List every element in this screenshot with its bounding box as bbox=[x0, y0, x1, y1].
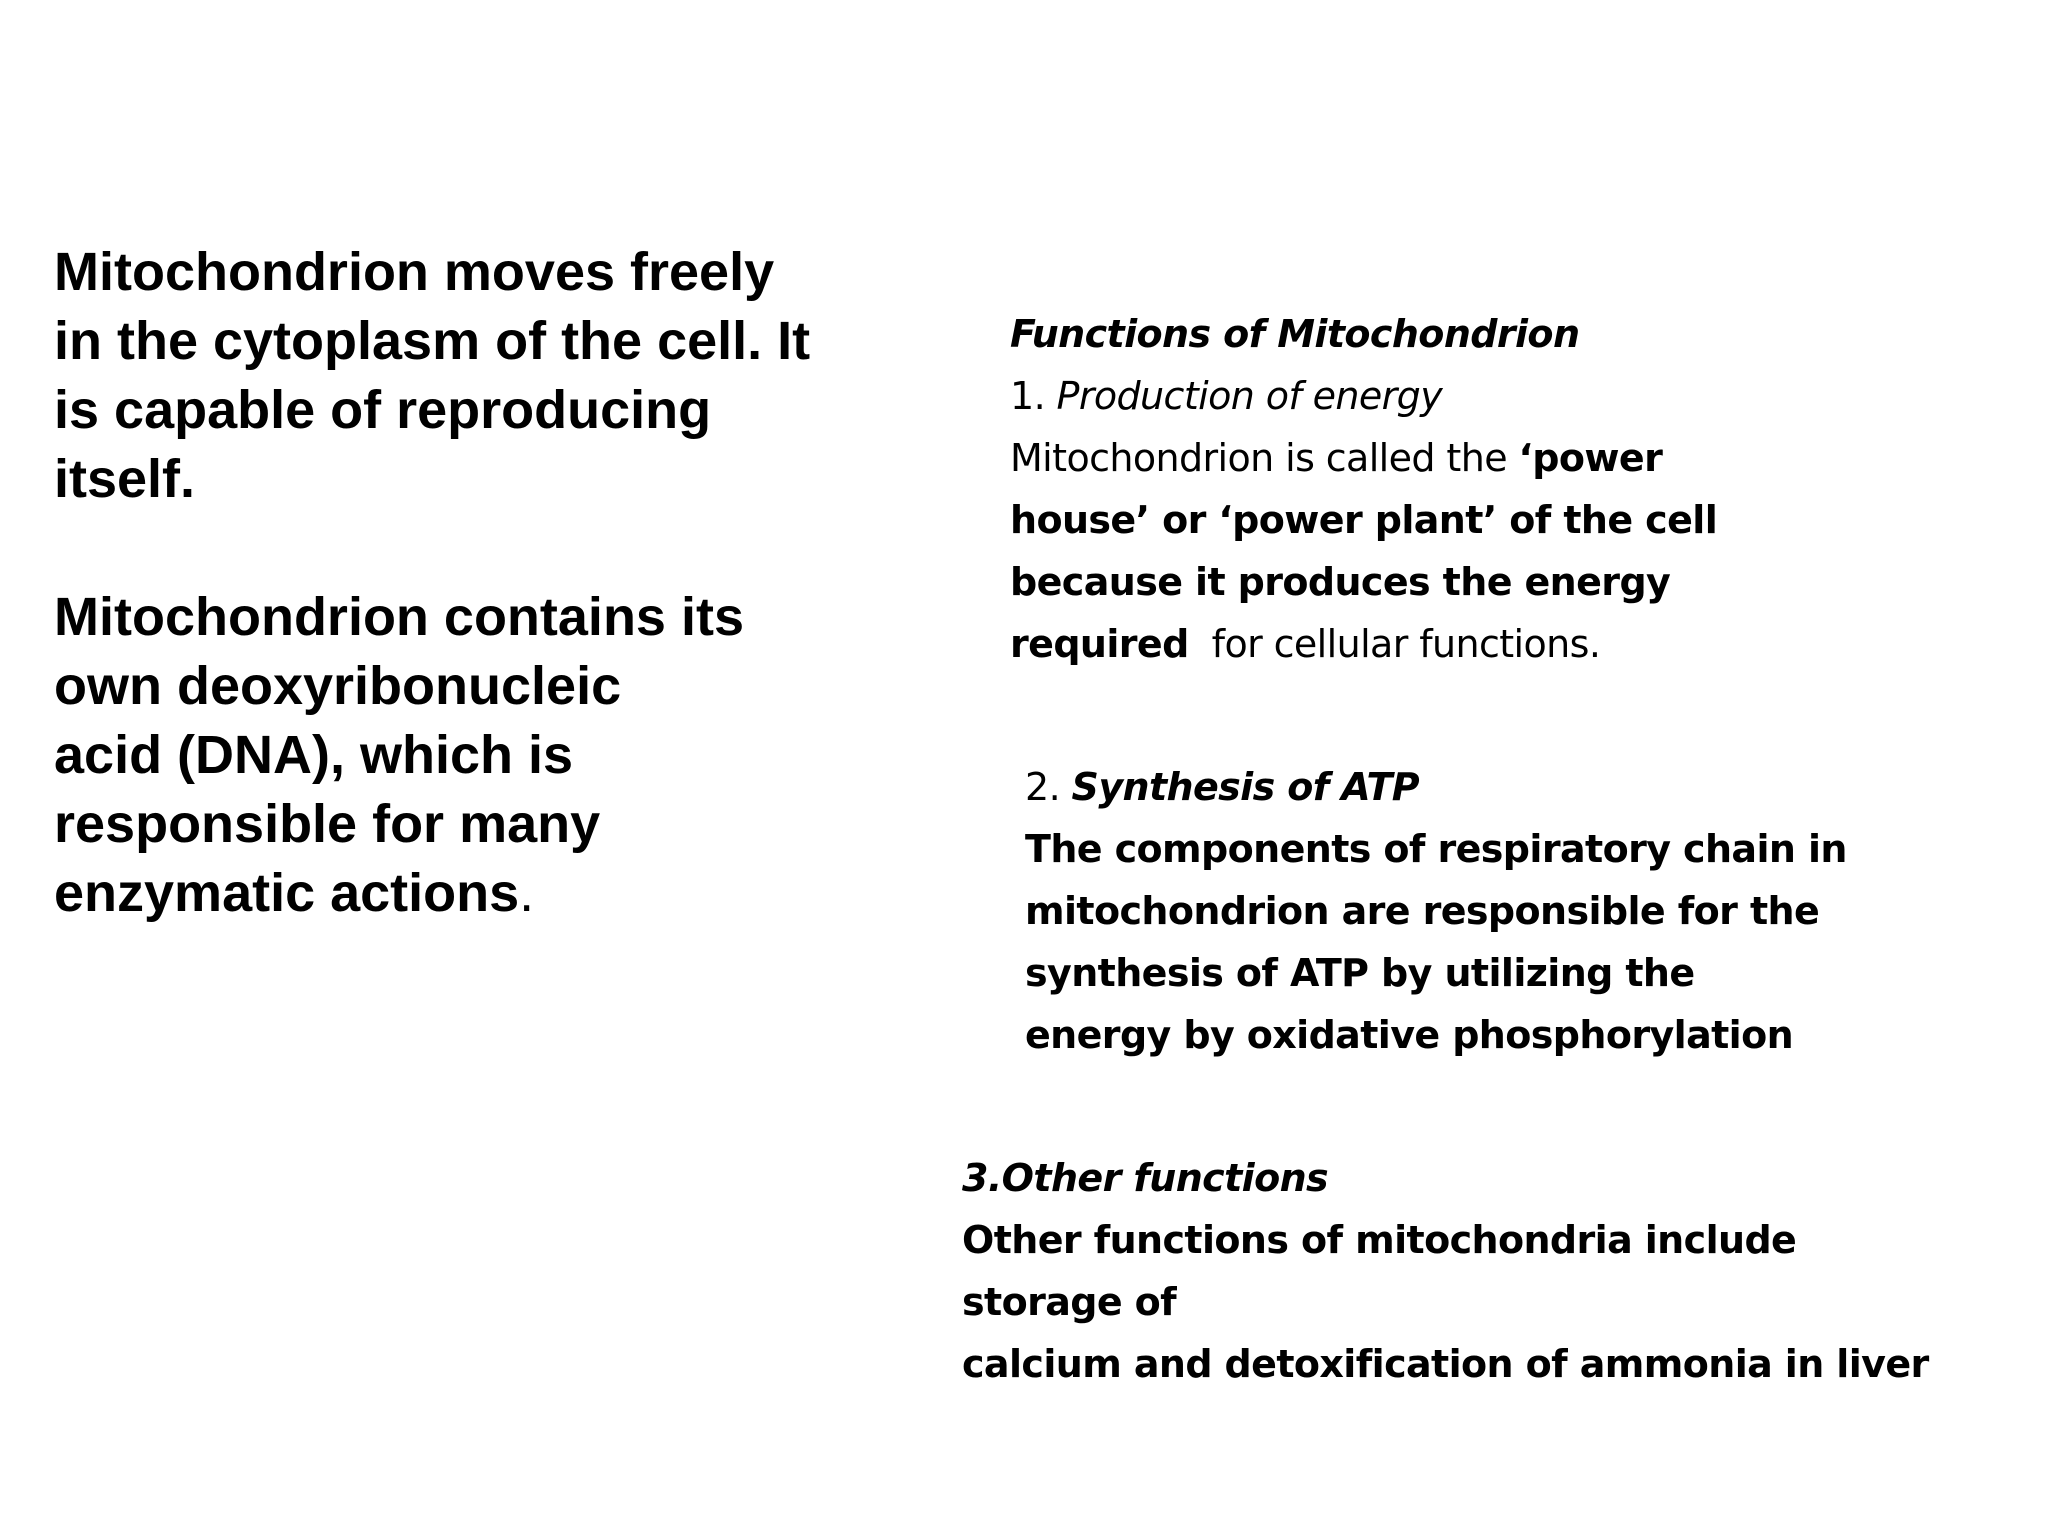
item1-title: Production of energy bbox=[1056, 374, 1443, 418]
item3-line: Other functions of mitochondria include bbox=[962, 1218, 1797, 1262]
item1-line4-bold: required bbox=[1010, 622, 1189, 666]
item1-line3: because it produces the energy bbox=[1010, 560, 1671, 604]
left-text-column bbox=[54, 238, 914, 928]
text-line: Mitochondrion moves freely bbox=[54, 242, 775, 302]
text-line-period: . bbox=[519, 863, 535, 923]
text-line-bold: enzymatic actions bbox=[54, 863, 520, 923]
item3-title: 3.Other functions bbox=[962, 1156, 1329, 1200]
function-production-energy bbox=[1010, 303, 1717, 675]
text-line: itself. bbox=[54, 449, 196, 509]
item1-line1 bbox=[1010, 427, 1717, 489]
item2-line: energy by oxidative phosphorylation bbox=[1025, 1013, 1794, 1057]
item3-line: storage of bbox=[962, 1280, 1177, 1324]
item1-line4-plain: for cellular functions. bbox=[1188, 622, 1601, 666]
function-atp-synthesis bbox=[1025, 756, 1847, 1066]
item2-line: The components of respiratory chain in bbox=[1025, 827, 1847, 871]
text-line: Mitochondrion contains its bbox=[54, 587, 744, 647]
functions-heading: Functions of Mitochondrion bbox=[1010, 312, 1580, 356]
item1-line1-plain: Mitochondrion is called the bbox=[1010, 436, 1519, 480]
paragraph-dna bbox=[54, 583, 914, 928]
item2-title: Synthesis of ATP bbox=[1071, 765, 1420, 809]
paragraph-mobility bbox=[54, 238, 914, 514]
item1-line4 bbox=[1010, 613, 1717, 675]
item2-line: mitochondrion are responsible for the bbox=[1025, 889, 1820, 933]
item3-line: calcium and detoxification of ammonia in liver bbox=[962, 1342, 1929, 1386]
item1-line2: house’ or ‘power plant’ of the cell bbox=[1010, 498, 1718, 542]
text-line: responsible for many bbox=[54, 794, 601, 854]
text-line: in the cytoplasm of the cell. It bbox=[54, 311, 811, 371]
text-line: acid (DNA), which is bbox=[54, 725, 574, 785]
item1-title-line bbox=[1010, 365, 1717, 427]
item1-number: 1. bbox=[1010, 374, 1057, 418]
item2-title-line bbox=[1025, 756, 1847, 818]
paragraph-gap bbox=[54, 514, 914, 583]
item2-number: 2. bbox=[1025, 765, 1072, 809]
item2-line: synthesis of ATP by utilizing the bbox=[1025, 951, 1695, 995]
text-line: is capable of reproducing bbox=[54, 380, 712, 440]
text-line: own deoxyribonucleic bbox=[54, 656, 622, 716]
function-other bbox=[962, 1147, 1929, 1395]
item1-line1-bold: ‘power bbox=[1518, 436, 1663, 480]
